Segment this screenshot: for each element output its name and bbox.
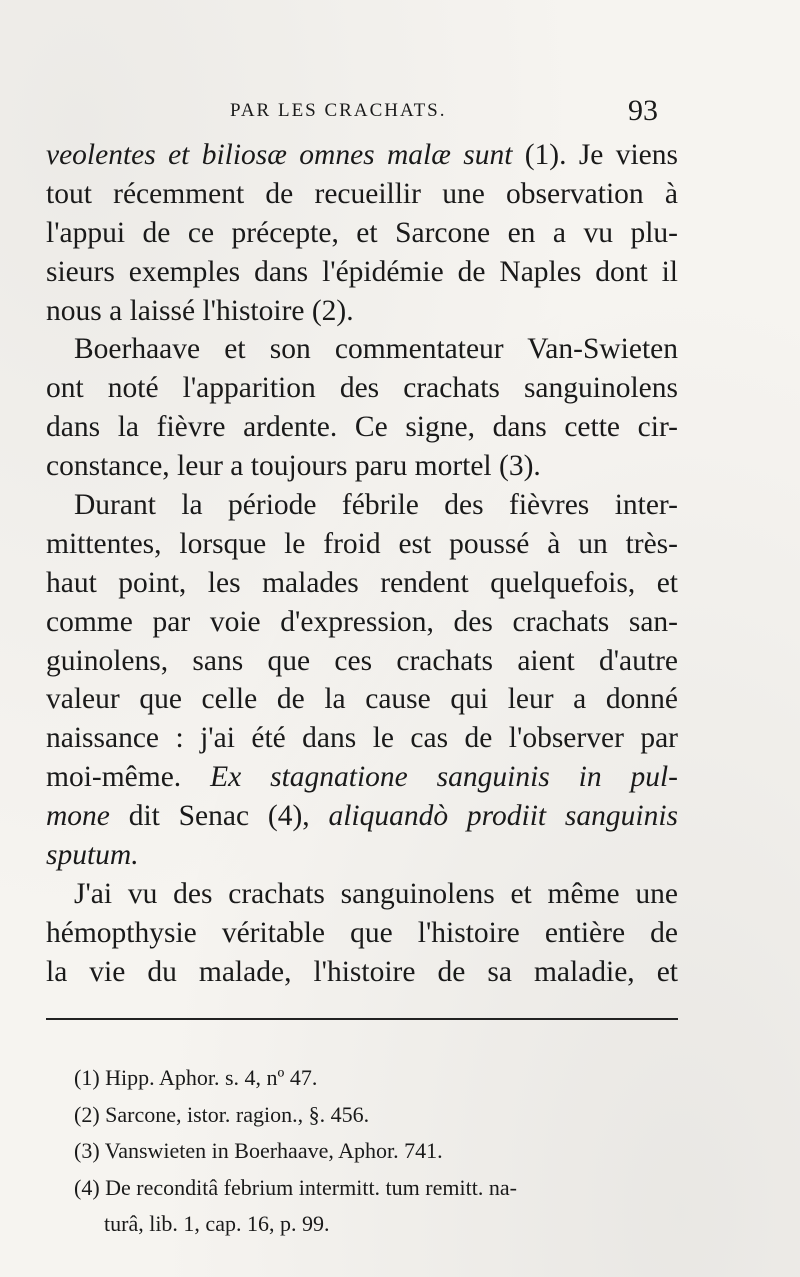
footnote: (1) Hipp. Aphor. s. 4, nº 47. — [74, 1065, 318, 1090]
text-line: haut point, les malades rendent quelquefois, et — [46, 566, 678, 599]
footnote-divider — [46, 1018, 678, 1020]
footnote: (4) De reconditâ febrium intermitt. tum remitt. na- — [74, 1174, 517, 1200]
text-line: l'appui de ce précepte, et Sarcone en a vu plu- — [46, 216, 678, 249]
text-span: dit Senac (4), — [109, 800, 329, 833]
footnote: (3) Vanswieten in Boerhaave, Aphor. 741. — [74, 1138, 443, 1163]
text-line: la vie du malade, l'histoire de sa maladie, et — [46, 955, 678, 988]
main-text — [46, 136, 678, 992]
text-line: nous a laissé l'histoire (2). — [46, 294, 354, 327]
italic-phrase: mone — [46, 800, 110, 833]
text-line: comme par voie d'expression, des crachats san- — [46, 605, 678, 638]
text-line: mittentes, lorsque le froid est poussé à un très- — [46, 527, 678, 560]
text-line: Durant la période fébrile des fièvres inter- — [74, 489, 678, 522]
footnote: (2) Sarcone, istor. ragion., §. 456. — [74, 1101, 370, 1127]
text-line: valeur que celle de la cause qui leur a donné — [46, 683, 678, 716]
text-line: dans la fièvre ardente. Ce signe, dans cette cir- — [46, 411, 678, 444]
text-line: guinolens, sans que ces crachats aient d'autre — [46, 644, 678, 677]
footnote-continuation: turâ, lib. 1, cap. 16, p. 99. — [104, 1211, 330, 1236]
italic-phrase: veolentes et biliosæ omnes malæ sunt — [46, 139, 513, 171]
text-line — [46, 797, 678, 836]
text-line: sieurs exemples dans l'épidémie de Naples dont il — [46, 255, 678, 288]
text-line — [46, 136, 678, 175]
text-line: naissance : j'ai été dans le cas de l'observer par — [46, 722, 678, 755]
text-line: J'ai vu des crachats sanguinolens et même une — [74, 877, 678, 910]
footnotes — [74, 1060, 674, 1243]
text-line: tout récemment de recueillir une observation à — [46, 177, 678, 210]
text-line — [46, 758, 678, 797]
italic-phrase: Ex stagnatione sanguinis in pul- — [210, 761, 679, 794]
italic-phrase: aliquandò prodiit sanguinis — [328, 800, 678, 833]
text-line — [46, 836, 678, 875]
page-number: 93 — [628, 94, 658, 127]
running-head: PAR LES CRACHATS. — [230, 100, 447, 121]
italic-phrase: sputum. — [46, 839, 139, 872]
text-line: Boerhaave et son commentateur Van-Swieten — [74, 333, 678, 366]
text-line: constance, leur a toujours paru mortel (3). — [46, 450, 541, 483]
text-span: (1). Je viens — [512, 139, 679, 171]
text-line: hémopthysie véritable que l'histoire entière de — [46, 916, 678, 949]
text-line: ont noté l'apparition des crachats sanguinolens — [46, 372, 678, 405]
text-span: moi-même. — [46, 761, 211, 794]
